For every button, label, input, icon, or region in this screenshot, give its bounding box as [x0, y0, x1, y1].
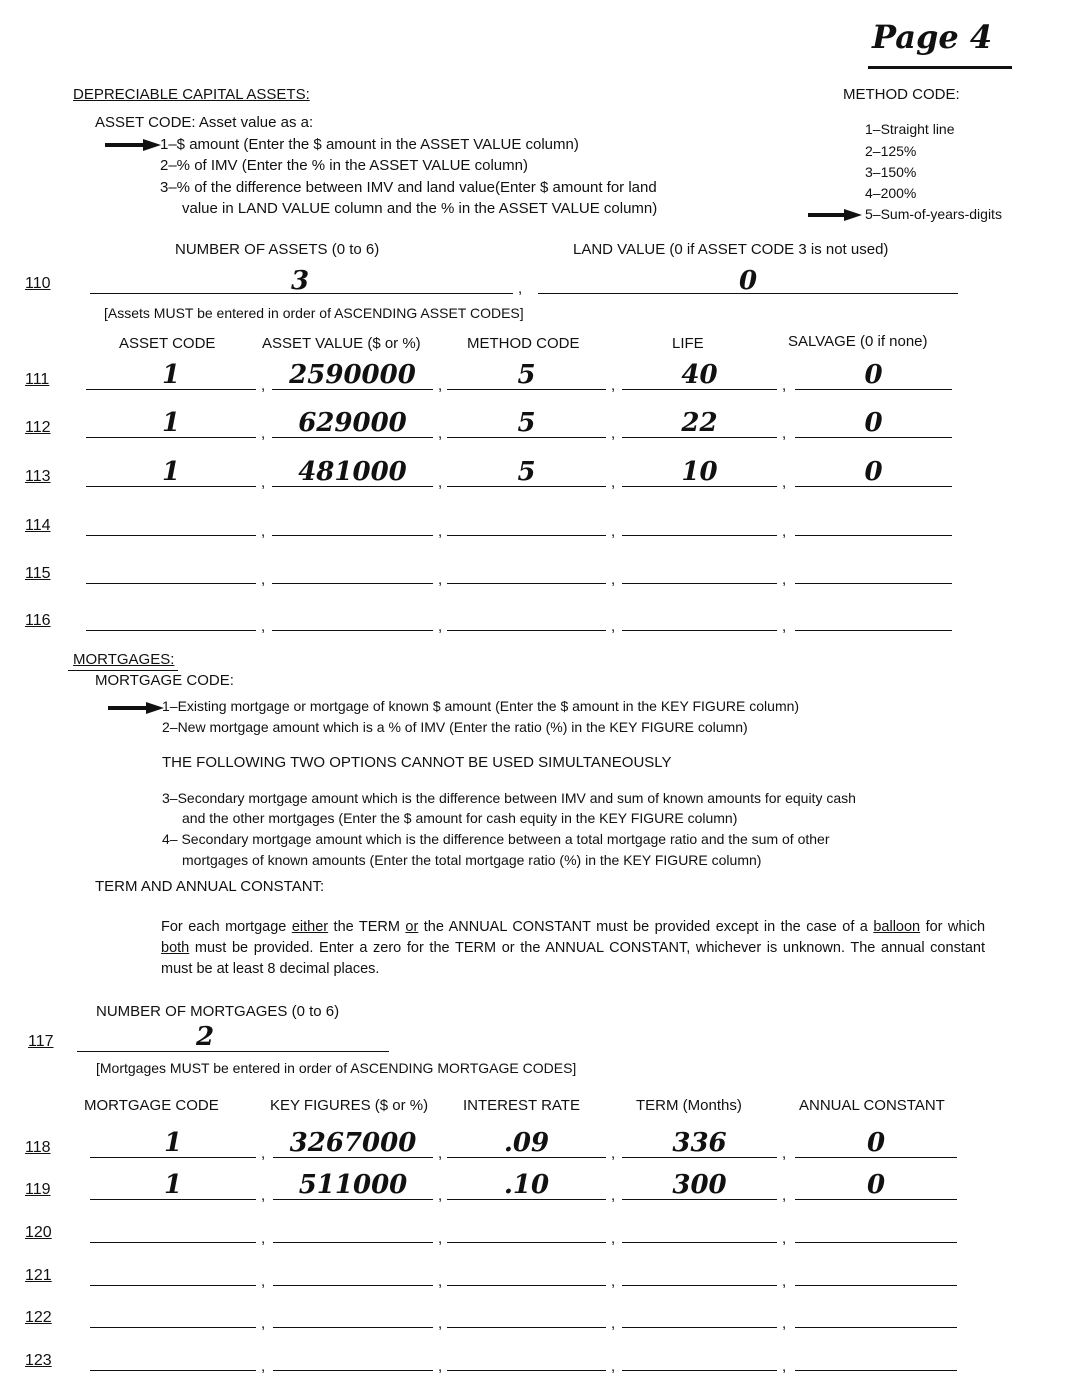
assets-heading: DEPRECIABLE CAPITAL ASSETS: — [73, 86, 310, 103]
method-code-2: 2–125% — [865, 143, 917, 159]
method-code-3: 3–150% — [865, 164, 917, 180]
row-number: 122 — [25, 1309, 52, 1326]
arrow-icon — [105, 138, 163, 152]
row-number: 116 — [25, 612, 51, 629]
number-of-mortgages-label: NUMBER OF MORTGAGES (0 to 6) — [96, 1003, 340, 1020]
number-of-mortgages-field[interactable]: 2 — [195, 1022, 215, 1052]
method-code-title: METHOD CODE: — [843, 86, 960, 103]
options-note: THE FOLLOWING TWO OPTIONS CANNOT BE USED SIMULTANEOUSLY — [162, 754, 672, 771]
mortgage-code-1: 1–Existing mortgage or mortgage of known $ amount (Enter the $ amount in the KEY FIGURE column) — [162, 698, 800, 714]
term-paragraph: For each mortgage either the TERM or the ANNUAL CONSTANT must be provided except in the case of a balloon for which both must be provided. Enter a zero for the TERM or the ANNUAL CONSTANT, whichever is unknown. The annual constant must be at least 8 decimal places. — [161, 919, 986, 977]
col-salvage: SALVAGE (0 if none) — [788, 333, 928, 350]
number-of-assets-label: NUMBER OF ASSETS (0 to 6) — [175, 241, 380, 258]
asset-life-field[interactable]: 10 — [681, 457, 718, 487]
asset-value-field[interactable]: 629000 — [298, 408, 407, 438]
col-term: TERM (Months) — [636, 1097, 742, 1114]
mortgage-code-3: 3–Secondary mortgage amount which is the difference between IMV and sum of known amounts for equity cash — [162, 790, 856, 806]
row-number: 114 — [25, 517, 51, 534]
mortgage-code-3-cont: and the other mortgages (Enter the $ amount for cash equity in the KEY FIGURE column) — [182, 810, 738, 826]
col-asset-value: ASSET VALUE ($ or %) — [262, 335, 421, 352]
land-value-label: LAND VALUE (0 if ASSET CODE 3 is not used) — [573, 241, 889, 258]
col-interest-rate: INTEREST RATE — [463, 1097, 580, 1114]
mortgage-code-2: 2–New mortgage amount which is a % of IMV (Enter the ratio (%) in the KEY FIGURE column) — [162, 719, 748, 735]
asset-code-3: 3–% of the difference between IMV and land value(Enter $ amount for land — [160, 179, 657, 196]
mortgage-constant-field[interactable]: 0 — [866, 1170, 886, 1200]
mortgage-constant-field[interactable]: 0 — [866, 1128, 886, 1158]
asset-value-field[interactable]: 2590000 — [289, 360, 416, 390]
row-number: 117 — [28, 1033, 54, 1050]
mortgages-order-note: [Mortgages MUST be entered in order of ASCENDING MORTGAGE CODES] — [96, 1060, 577, 1076]
asset-value-field[interactable]: 481000 — [298, 457, 407, 487]
asset-code-1: 1–$ amount (Enter the $ amount in the ASSET VALUE column) — [160, 136, 579, 153]
mortgage-code-title: MORTGAGE CODE: — [95, 672, 234, 689]
arrow-icon — [108, 701, 166, 715]
asset-salvage-field[interactable]: 0 — [864, 408, 883, 438]
mortgages-heading: MORTGAGES: — [73, 651, 175, 668]
mortgage-term-field[interactable]: 300 — [672, 1170, 727, 1200]
asset-life-field[interactable]: 40 — [681, 360, 718, 390]
row-number: 112 — [25, 419, 51, 436]
row-number: 110 — [25, 275, 51, 292]
asset-method-field[interactable]: 5 — [517, 457, 536, 487]
row-number: 120 — [25, 1224, 52, 1241]
mortgage-code-4-cont: mortgages of known amounts (Enter the total mortgage ratio (%) in the KEY FIGURE column) — [182, 852, 762, 868]
asset-salvage-field[interactable]: 0 — [864, 457, 883, 487]
col-mortgage-code: MORTGAGE CODE — [84, 1097, 219, 1114]
asset-method-field[interactable]: 5 — [517, 360, 536, 390]
col-annual-constant: ANNUAL CONSTANT — [799, 1097, 945, 1114]
land-value-field[interactable]: 0 — [738, 266, 758, 296]
asset-code-field[interactable]: 1 — [161, 457, 181, 487]
asset-code-field[interactable]: 1 — [161, 408, 181, 438]
asset-code-title: ASSET CODE: Asset value as a: — [95, 114, 314, 131]
row-number: 111 — [25, 371, 50, 388]
row-number: 113 — [25, 468, 51, 485]
asset-method-field[interactable]: 5 — [517, 408, 536, 438]
method-code-4: 4–200% — [865, 185, 917, 201]
asset-salvage-field[interactable]: 0 — [864, 360, 883, 390]
col-key-figures: KEY FIGURES ($ or %) — [270, 1097, 429, 1114]
col-life: LIFE — [672, 335, 704, 352]
mortgage-key-field[interactable]: 3267000 — [289, 1128, 417, 1158]
term-title: TERM AND ANNUAL CONSTANT: — [95, 878, 325, 895]
col-method-code: METHOD CODE — [467, 335, 580, 352]
row-number: 121 — [25, 1267, 52, 1284]
col-asset-code: ASSET CODE — [119, 335, 216, 352]
mortgage-rate-field[interactable]: .10 — [503, 1170, 550, 1200]
mortgage-code-field[interactable]: 1 — [163, 1170, 183, 1200]
row-number: 118 — [25, 1139, 51, 1156]
asset-life-field[interactable]: 22 — [681, 408, 718, 438]
assets-order-note: [Assets MUST be entered in order of ASCENDING ASSET CODES] — [104, 305, 524, 321]
asset-code-field[interactable]: 1 — [161, 360, 181, 390]
mortgage-key-field[interactable]: 511000 — [298, 1170, 408, 1200]
row-number: 123 — [25, 1352, 52, 1369]
method-code-5: 5–Sum-of-years-digits — [865, 206, 1002, 222]
mortgage-code-field[interactable]: 1 — [163, 1128, 183, 1158]
arrow-icon — [808, 208, 864, 222]
asset-code-3-cont: value in LAND VALUE column and the % in the ASSET VALUE column) — [182, 200, 658, 217]
mortgage-code-4: 4– Secondary mortgage amount which is the difference between a total mortgage ratio and the sum of other — [162, 831, 830, 847]
method-code-1: 1–Straight line — [865, 121, 955, 137]
page-label: Page 4 — [872, 18, 993, 56]
asset-code-2: 2–% of IMV (Enter the % in the ASSET VALUE column) — [160, 157, 528, 174]
row-number: 119 — [25, 1181, 51, 1198]
page-label-underline — [868, 66, 1012, 69]
row-number: 115 — [25, 565, 51, 582]
mortgage-rate-field[interactable]: .09 — [503, 1128, 550, 1158]
number-of-assets-field[interactable]: 3 — [290, 266, 310, 296]
mortgage-term-field[interactable]: 336 — [672, 1128, 727, 1158]
